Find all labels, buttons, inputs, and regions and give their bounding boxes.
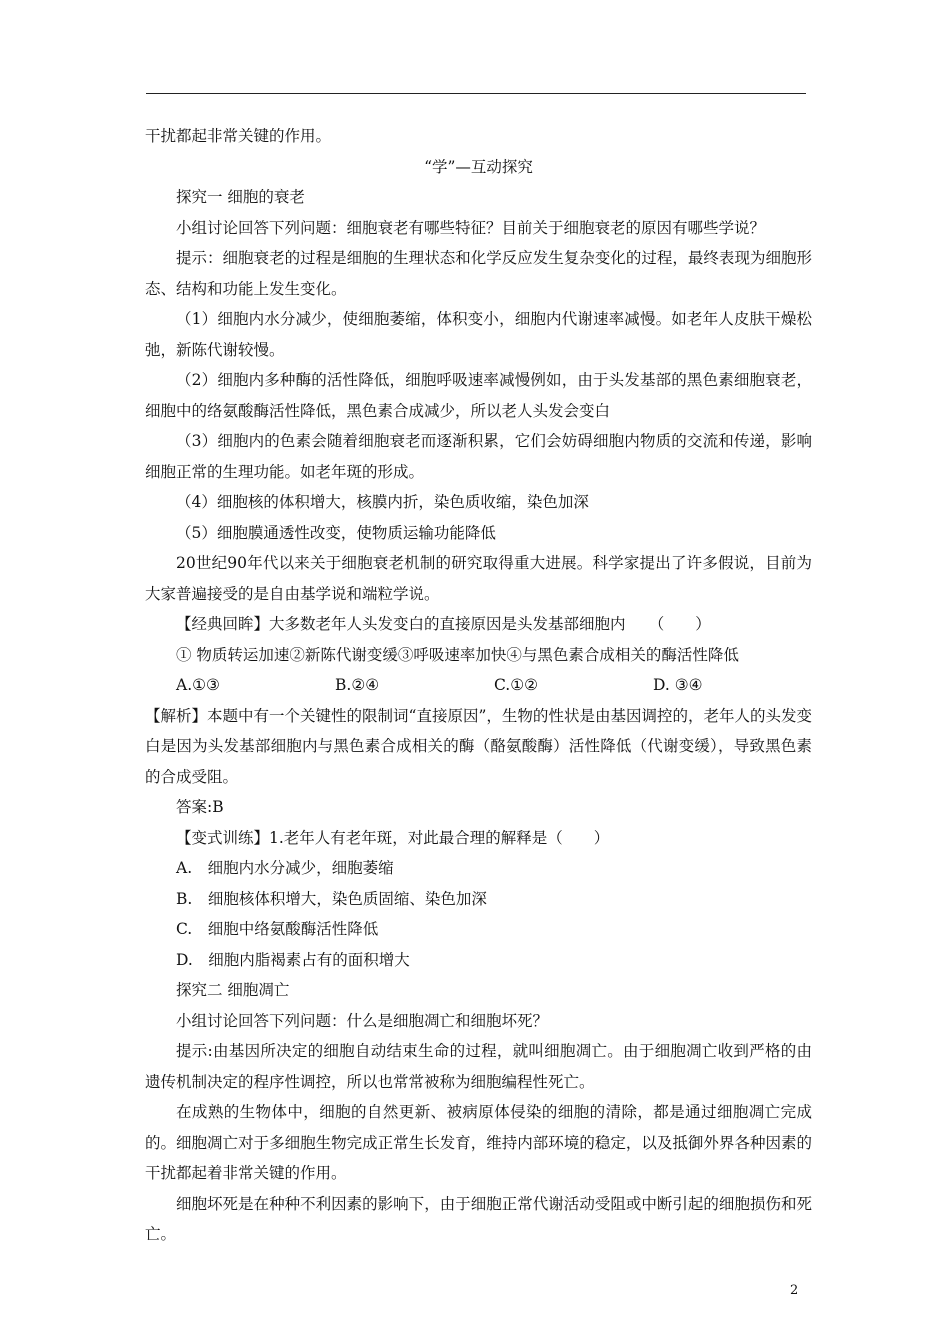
exercise-option: C. 细胞中络氨酸酶活性降低 xyxy=(176,920,379,938)
analysis-paragraph: 【解析】本题中有一个关键性的限制词“直接原因”，生物的性状是由基因调控的，老年人的头发变白是因为头发基部细胞内与黑色素合成相关的酶（酪氨酸酶）活性降低（代谢变缓），导致黑色素的合成受阻。 xyxy=(145,706,812,786)
answer: 答案:B xyxy=(176,798,224,816)
section-heading: “学”—互动探究 xyxy=(424,157,533,176)
paragraph: 小组讨论回答下列问题：细胞衰老有哪些特征？目前关于细胞衰老的原因有哪些学说？ xyxy=(176,218,766,237)
header-rule xyxy=(146,93,806,94)
answer-options xyxy=(145,670,812,701)
exercise-stem: 【变式训练】1.老年人有老年斑，对此最合理的解释是（ ） xyxy=(176,828,610,847)
subsection-heading: 探究一 细胞的衰老 xyxy=(176,188,305,206)
question-items: ① 物质转运加速②新陈代谢变缓③呼吸速率加快④与黑色素合成相关的酶活性降低 xyxy=(176,645,739,664)
page-number: 2 xyxy=(790,1283,799,1298)
option-d: D. ③④ xyxy=(653,676,703,694)
paragraph: （2）细胞内多种酶的活性降低，细胞呼吸速率减慢例如，由于头发基部的黑色素细胞衰老，细胞中的络氨酸酶活性降低，黑色素合成减少，所以老人头发会变白 xyxy=(145,371,812,420)
paragraph: （3）细胞内的色素会随着细胞衰老而逐渐积累，它们会妨碍细胞内物质的交流和传递，影响细胞正常的生理功能。如老年斑的形成。 xyxy=(145,432,812,481)
paragraph: 在成熟的生物体中，细胞的自然更新、被病原体侵染的细胞的清除，都是通过细胞凋亡完成的。细胞凋亡对于多细胞生物完成正常生长发育，维持内部环境的稳定，以及抵御外界各种因素的干扰都起着非常关键的作用。 xyxy=(145,1103,812,1182)
exercise-option: B. 细胞核体积增大，染色质固缩、染色加深 xyxy=(176,889,487,908)
option-a: A.①③ xyxy=(176,676,220,694)
paragraph: 20世纪90年代以来关于细胞衰老机制的研究取得重大进展。科学家提出了许多假说，目前为大家普遍接受的是自由基学说和端粒学说。 xyxy=(145,554,812,603)
paragraph: 细胞坏死是在种种不利因素的影响下，由于细胞正常代谢活动受阻或中断引起的细胞损伤和死亡。 xyxy=(145,1194,812,1243)
paragraph: 干扰都起非常关键的作用。 xyxy=(145,127,332,145)
paragraph: （4）细胞核的体积增大，核膜内折，染色质收缩，染色加深 xyxy=(176,493,589,511)
body-text xyxy=(145,121,812,1250)
paragraph: 提示:由基因所决定的细胞自动结束生命的过程，就叫细胞凋亡。由于细胞凋亡收到严格的由遗传机制决定的程序性调控，所以也常常被称为细胞编程性死亡。 xyxy=(145,1042,812,1091)
paragraph: （5）细胞膜通透性改变，使物质运输功能降低 xyxy=(176,523,496,542)
paragraph: （1）细胞内水分减少，使细胞萎缩，体积变小，细胞内代谢速率减慢。如老年人皮肤干燥松弛，新陈代谢较慢。 xyxy=(145,310,812,359)
exercise-option: D. 细胞内脂褐素占有的面积增大 xyxy=(176,950,410,969)
option-c: C.①② xyxy=(494,676,539,694)
paragraph: 小组讨论回答下列问题：什么是细胞凋亡和细胞坏死？ xyxy=(176,1011,549,1030)
paragraph: 提示：细胞衰老的过程是细胞的生理状态和化学反应发生复杂变化的过程，最终表现为细胞形态、结构和功能上发生变化。 xyxy=(145,249,812,298)
exercise-option: A. 细胞内水分减少，细胞萎缩 xyxy=(176,859,394,877)
subsection-heading: 探究二 细胞凋亡 xyxy=(176,981,290,999)
option-b: B.②④ xyxy=(335,676,380,694)
question-stem: 【经典回眸】大多数老年人头发变白的直接原因是头发基部细胞内 （ ） xyxy=(176,615,711,633)
